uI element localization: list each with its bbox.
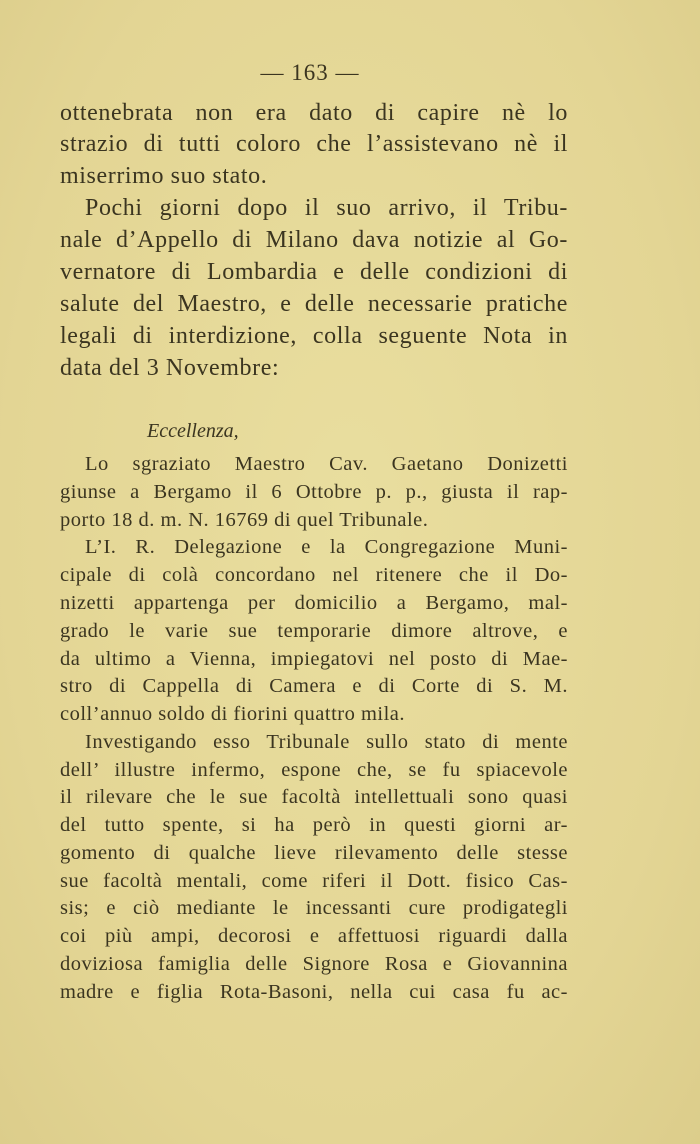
text-line: gomento di qualche lieve rilevamento delle stesse: [60, 842, 568, 864]
text-line: nale d’Appello di Milano dava notizie al Go-: [60, 227, 568, 253]
text-line: vernatore di Lombardia e delle condizioni di: [60, 259, 568, 285]
text-line: da ultimo a Vienna, impiegatovi nel posto di Mae-: [60, 648, 568, 670]
salutation: Eccellenza,: [147, 420, 239, 442]
text-line: stro di Cappella di Camera e di Corte di S. M.: [60, 675, 568, 697]
text-line: nizetti appartenga per domicilio a Bergamo, mal-: [60, 592, 568, 614]
text-line: doviziosa famiglia delle Signore Rosa e Giovannina: [60, 953, 568, 975]
text-line: del tutto spente, si ha però in questi giorni ar-: [60, 814, 568, 836]
text-line: giunse a Bergamo il 6 Ottobre p. p., giusta il rap-: [60, 481, 568, 503]
text-line: Lo sgraziato Maestro Cav. Gaetano Donizetti: [85, 453, 568, 475]
text-line: sue facoltà mentali, come riferi il Dott. fisico Cas-: [60, 870, 568, 892]
text-line: salute del Maestro, e delle necessarie pratiche: [60, 291, 568, 317]
text-line: legali di interdizione, colla seguente Nota in: [60, 323, 568, 349]
text-line: miserrimo suo stato.: [60, 163, 268, 189]
text-line: L’I. R. Delegazione e la Congregazione Muni-: [85, 536, 568, 558]
text-line: strazio di tutti coloro che l’assistevano nè il: [60, 131, 568, 157]
text-line: ottenebrata non era dato di capire nè lo: [60, 100, 568, 126]
text-line: coll’annuo soldo di fiorini quattro mila.: [60, 703, 406, 725]
text-line: cipale di colà concordano nel ritenere che il Do-: [60, 564, 568, 586]
text-line: porto 18 d. m. N. 16769 di quel Tribunale.: [60, 509, 429, 531]
text-line: Investigando esso Tribunale sullo stato di mente: [85, 731, 568, 753]
text-line: grado le varie sue temporarie dimore altrove, e: [60, 620, 568, 642]
text-line: il rilevare che le sue facoltà intellettuali sono quasi: [60, 786, 568, 808]
text-line: madre e figlia Rota-Basoni, nella cui casa fu ac-: [60, 981, 568, 1003]
text-line: data del 3 Novembre:: [60, 355, 280, 381]
text-line: Pochi giorni dopo il suo arrivo, il Tribu-: [85, 195, 568, 221]
text-line: dell’ illustre infermo, espone che, se fu spiacevole: [60, 759, 568, 781]
text-line: sis; e ciò mediante le incessanti cure prodigategli: [60, 897, 568, 919]
text-line: coi più ampi, decorosi e affettuosi riguardi dalla: [60, 925, 568, 947]
page-number: — 163 —: [260, 60, 360, 85]
